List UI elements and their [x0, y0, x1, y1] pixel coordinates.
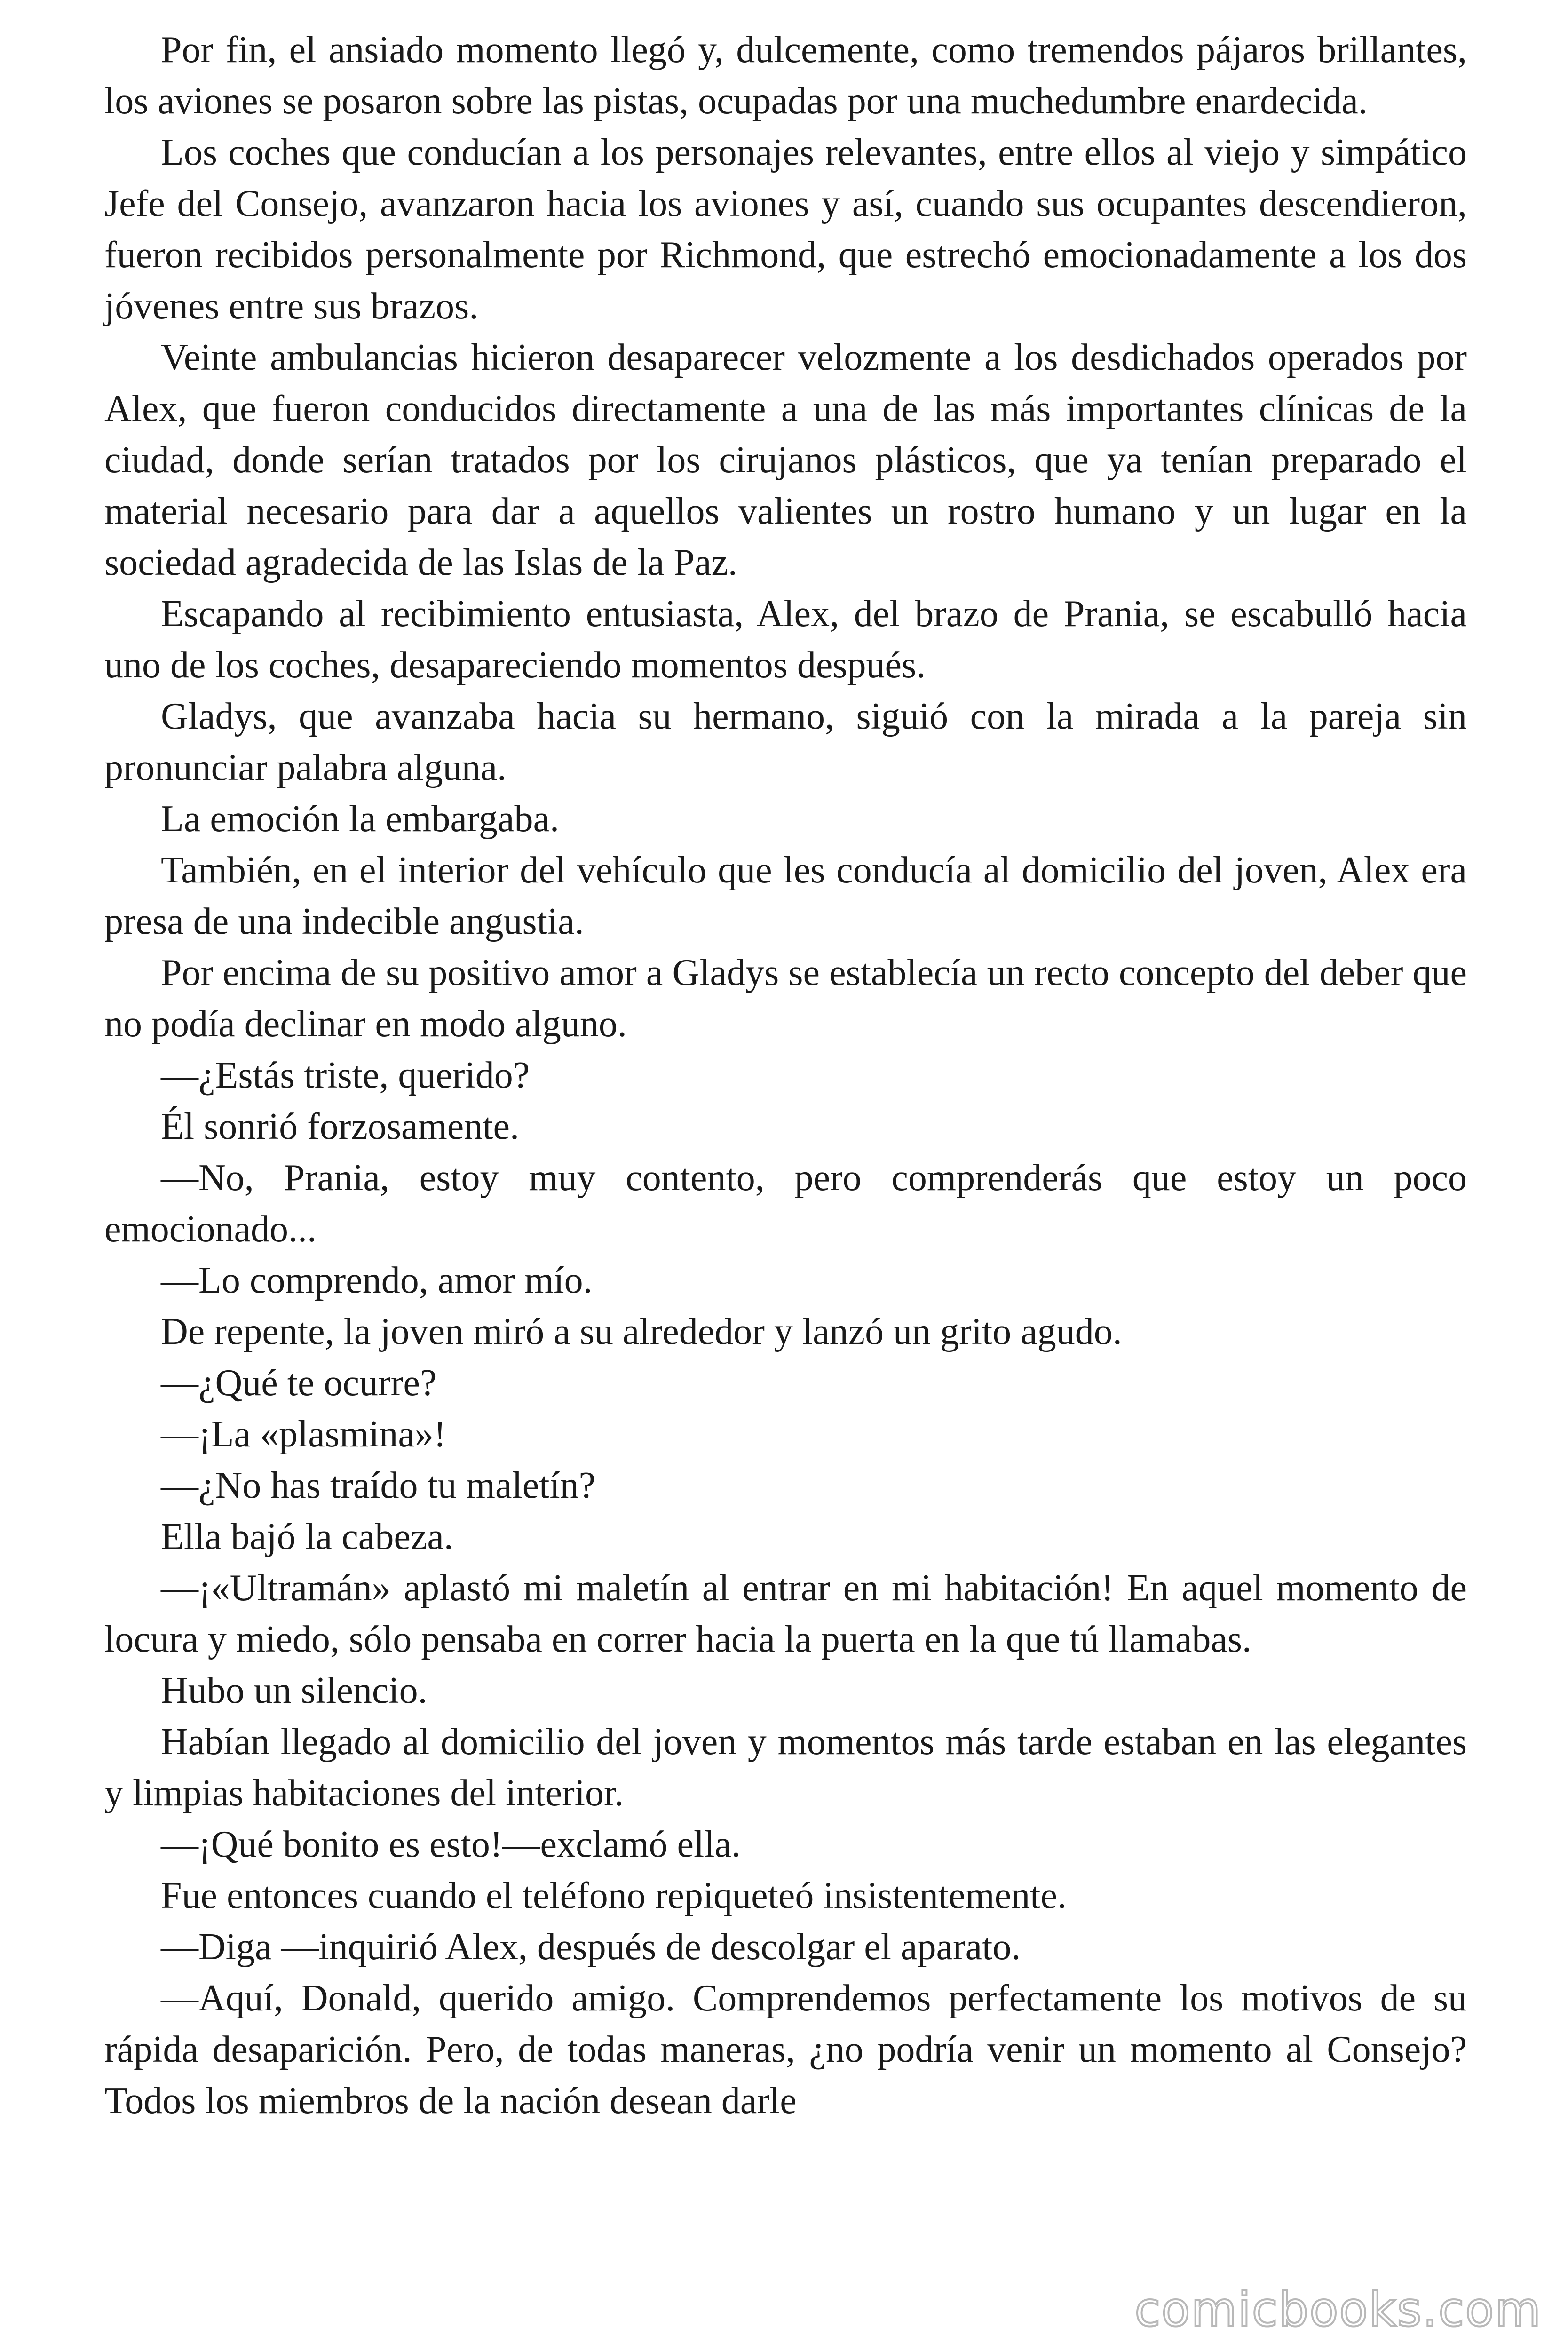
paragraph: Habían llegado al domicilio del joven y momentos más tarde estaban en las elegantes y limpias habitaciones del interior. — [104, 1721, 1467, 1814]
dialogue-line: —No, Prania, estoy muy contento, pero comprenderás que estoy un poco emocionado... — [104, 1157, 1467, 1250]
paragraph: De repente, la joven miró a su alrededor y lanzó un grito agudo. — [161, 1311, 1122, 1352]
watermark-logo: comicbooks.com — [1134, 2282, 1542, 2337]
dialogue-line: —¡«Ultramán» aplastó mi maletín al entrar en mi habitación! En aquel momento de locura y miedo, sólo pensaba en correr hacia la puerta en la que tú llamabas. — [104, 1567, 1467, 1660]
page-body-text — [104, 24, 1467, 2127]
paragraph: La emoción la embargaba. — [161, 798, 560, 840]
paragraph: También, en el interior del vehículo que les conducía al domicilio del joven, Alex era presa de una indecible angustia. — [104, 850, 1467, 942]
paragraph: Por fin, el ansiado momento llegó y, dulcemente, como tremendos pájaros brillantes, los aviones se posaron sobre las pistas, ocupadas por una muchedumbre enardecida. — [104, 29, 1467, 122]
dialogue-line: —Aquí, Donald, querido amigo. Comprendemos perfectamente los motivos de su rápida desaparición. Pero, de todas maneras, ¿no podría venir un momento al Consejo? Todos los miembros de la nación desean darle — [104, 1978, 1467, 2122]
dialogue-line: —Lo comprendo, amor mío. — [161, 1260, 593, 1301]
dialogue-line: —¿No has traído tu maletín? — [161, 1465, 596, 1506]
paragraph: Ella bajó la cabeza. — [161, 1516, 453, 1557]
paragraph: Fue entonces cuando el teléfono repiqueteó insistentemente. — [161, 1875, 1067, 1916]
paragraph: Él sonrió forzosamente. — [161, 1106, 519, 1147]
dialogue-line: —¿Estás triste, querido? — [161, 1055, 530, 1096]
dialogue-line: —Diga —inquirió Alex, después de descolgar el aparato. — [161, 1926, 1021, 1968]
paragraph: Gladys, que avanzaba hacia su hermano, siguió con la mirada a la pareja sin pronunciar palabra alguna. — [104, 696, 1467, 788]
paragraph: Por encima de su positivo amor a Gladys se establecía un recto concepto del deber que no podía declinar en modo alguno. — [104, 952, 1467, 1045]
paragraph: Escapando al recibimiento entusiasta, Alex, del brazo de Prania, se escabulló hacia uno de los coches, desapareciendo momentos después. — [104, 593, 1467, 686]
paragraph: Hubo un silencio. — [161, 1670, 428, 1711]
dialogue-line: —¿Qué te ocurre? — [161, 1362, 437, 1404]
dialogue-line: —¡La «plasmina»! — [161, 1414, 446, 1455]
paragraph: Los coches que conducían a los personajes relevantes, entre ellos al viejo y simpático Jefe del Consejo, avanzaron hacia los aviones y así, cuando sus ocupantes descendieron, fueron recibidos personalmente por Richmond, que estrechó emocionadamente a los dos jóvenes entre sus brazos. — [104, 132, 1467, 327]
paragraph: Veinte ambulancias hicieron desaparecer velozmente a los desdichados operados por Alex, que fueron conducidos directamente a una de las más importantes clínicas de la ciudad, donde serían tratados por los cirujanos plásticos, que ya tenían preparado el material necesario para dar a aquellos valientes un rostro humano y un lugar en la sociedad agradecida de las Islas de la Paz. — [104, 337, 1467, 583]
dialogue-line: —¡Qué bonito es esto!—exclamó ella. — [161, 1824, 741, 1865]
